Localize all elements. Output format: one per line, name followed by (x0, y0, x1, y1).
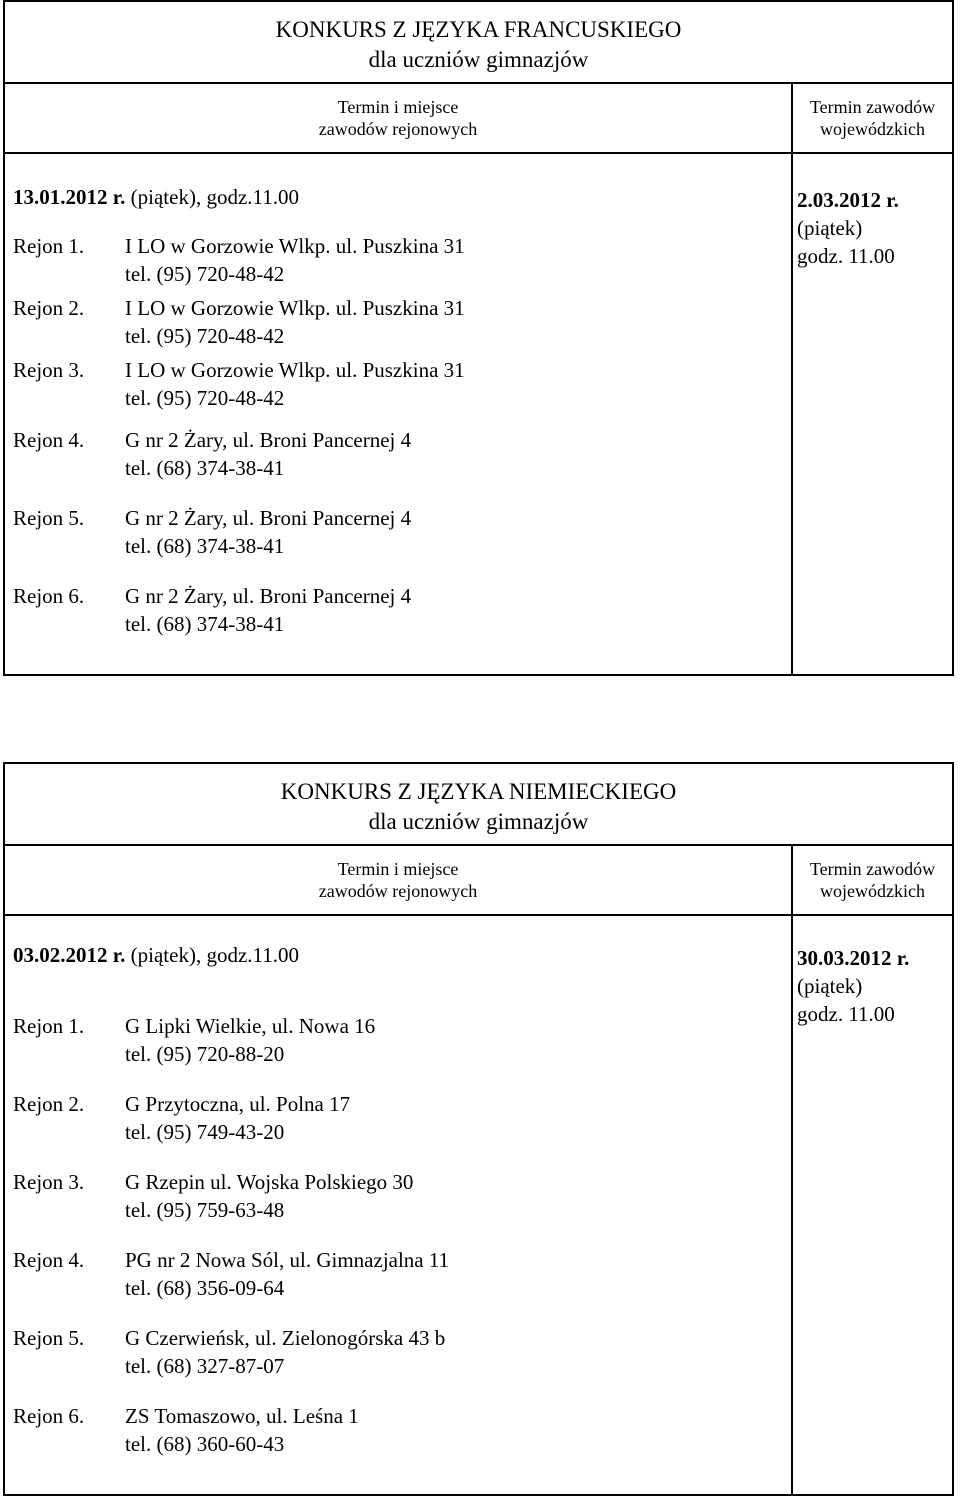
regional-date-bold: 13.01.2012 r. (13, 185, 126, 209)
title-area (5, 2, 952, 84)
rejon-address: I LO w Gorzowie Wlkp. ul. Puszkina 31 (125, 296, 465, 320)
header-voivodeship (793, 96, 952, 140)
rejon-phone: tel. (68) 356-09-64 (125, 1276, 285, 1300)
regional-date (13, 942, 299, 968)
rejon-phone: tel. (68) 374-38-41 (125, 456, 285, 480)
french-contest-table (3, 0, 954, 676)
contest-subtitle: dla uczniów gimnazjów (368, 809, 589, 834)
contest-title: KONKURS Z JĘZYKA FRANCUSKIEGO (275, 17, 682, 42)
rejon-label: Rejon 5. (13, 506, 85, 530)
header-row (5, 82, 952, 154)
regional-date-bold: 03.02.2012 r. (13, 943, 126, 967)
title-area (5, 764, 952, 846)
final-date: 30.03.2012 r. (797, 946, 910, 970)
rejon-label: Rejon 1. (13, 234, 85, 258)
final-time: godz. 11.00 (797, 1002, 895, 1026)
final-info (797, 186, 899, 270)
rejon-phone: tel. (95) 720-48-42 (125, 386, 285, 410)
rejon-address: I LO w Gorzowie Wlkp. ul. Puszkina 31 (125, 234, 465, 258)
rejon-phone: tel. (95) 720-48-42 (125, 324, 285, 348)
rejon-phone: tel. (68) 374-38-41 (125, 534, 285, 558)
header-regional-line1: Termin i miejsce (337, 859, 459, 879)
contest-subtitle: dla uczniów gimnazjów (368, 47, 589, 72)
rejon-label: Rejon 2. (13, 296, 85, 320)
final-info (797, 944, 909, 1028)
rejon-phone: tel. (95) 720-48-42 (125, 262, 285, 286)
contest-title: KONKURS Z JĘZYKA NIEMIECKIEGO (280, 779, 677, 804)
header-voivodeship-line1: Termin zawodów (809, 97, 936, 117)
header-regional-line1: Termin i miejsce (337, 97, 459, 117)
rejon-phone: tel. (95) 720-88-20 (125, 1042, 285, 1066)
rejon-label: Rejon 4. (13, 428, 85, 452)
german-contest-table (3, 762, 954, 1496)
rejon-label: Rejon 3. (13, 358, 85, 382)
rejon-address: G Czerwieńsk, ul. Zielonogórska 43 b (125, 1326, 446, 1350)
header-regional (5, 858, 791, 902)
column-divider (791, 82, 793, 674)
final-time: godz. 11.00 (797, 244, 895, 268)
header-voivodeship-line2: wojewódzkich (820, 881, 925, 901)
final-day: (piątek) (797, 974, 863, 998)
header-voivodeship-line1: Termin zawodów (809, 859, 936, 879)
column-divider (791, 844, 793, 1494)
rejon-label: Rejon 6. (13, 584, 85, 608)
rejon-address: G Lipki Wielkie, ul. Nowa 16 (125, 1014, 376, 1038)
rejon-label: Rejon 1. (13, 1014, 85, 1038)
rejon-address: G Rzepin ul. Wojska Polskiego 30 (125, 1170, 414, 1194)
final-day: (piątek) (797, 216, 863, 240)
rejon-address: G nr 2 Żary, ul. Broni Pancernej 4 (125, 506, 412, 530)
header-regional-line2: zawodów rejonowych (318, 119, 478, 139)
rejon-label: Rejon 5. (13, 1326, 85, 1350)
header-row (5, 844, 952, 916)
rejon-label: Rejon 2. (13, 1092, 85, 1116)
regional-date-rest: (piątek), godz.11.00 (125, 943, 299, 967)
rejon-address: PG nr 2 Nowa Sól, ul. Gimnazjalna 11 (125, 1248, 450, 1272)
regional-date (13, 184, 299, 210)
rejon-label: Rejon 6. (13, 1404, 85, 1428)
rejon-address: I LO w Gorzowie Wlkp. ul. Puszkina 31 (125, 358, 465, 382)
final-date: 2.03.2012 r. (797, 188, 899, 212)
rejon-phone: tel. (95) 749-43-20 (125, 1120, 285, 1144)
header-regional-line2: zawodów rejonowych (318, 881, 478, 901)
rejon-phone: tel. (68) 327-87-07 (125, 1354, 285, 1378)
header-voivodeship (793, 858, 952, 902)
header-regional (5, 96, 791, 140)
header-voivodeship-line2: wojewódzkich (820, 119, 925, 139)
rejon-phone: tel. (68) 374-38-41 (125, 612, 285, 636)
rejon-label: Rejon 4. (13, 1248, 85, 1272)
rejon-address: G nr 2 Żary, ul. Broni Pancernej 4 (125, 584, 412, 608)
rejon-address: G nr 2 Żary, ul. Broni Pancernej 4 (125, 428, 412, 452)
rejon-phone: tel. (68) 360-60-43 (125, 1432, 285, 1456)
rejon-label: Rejon 3. (13, 1170, 85, 1194)
rejon-phone: tel. (95) 759-63-48 (125, 1198, 285, 1222)
rejon-address: ZS Tomaszowo, ul. Leśna 1 (125, 1404, 359, 1428)
regional-date-rest: (piątek), godz.11.00 (125, 185, 299, 209)
rejon-address: G Przytoczna, ul. Polna 17 (125, 1092, 351, 1116)
